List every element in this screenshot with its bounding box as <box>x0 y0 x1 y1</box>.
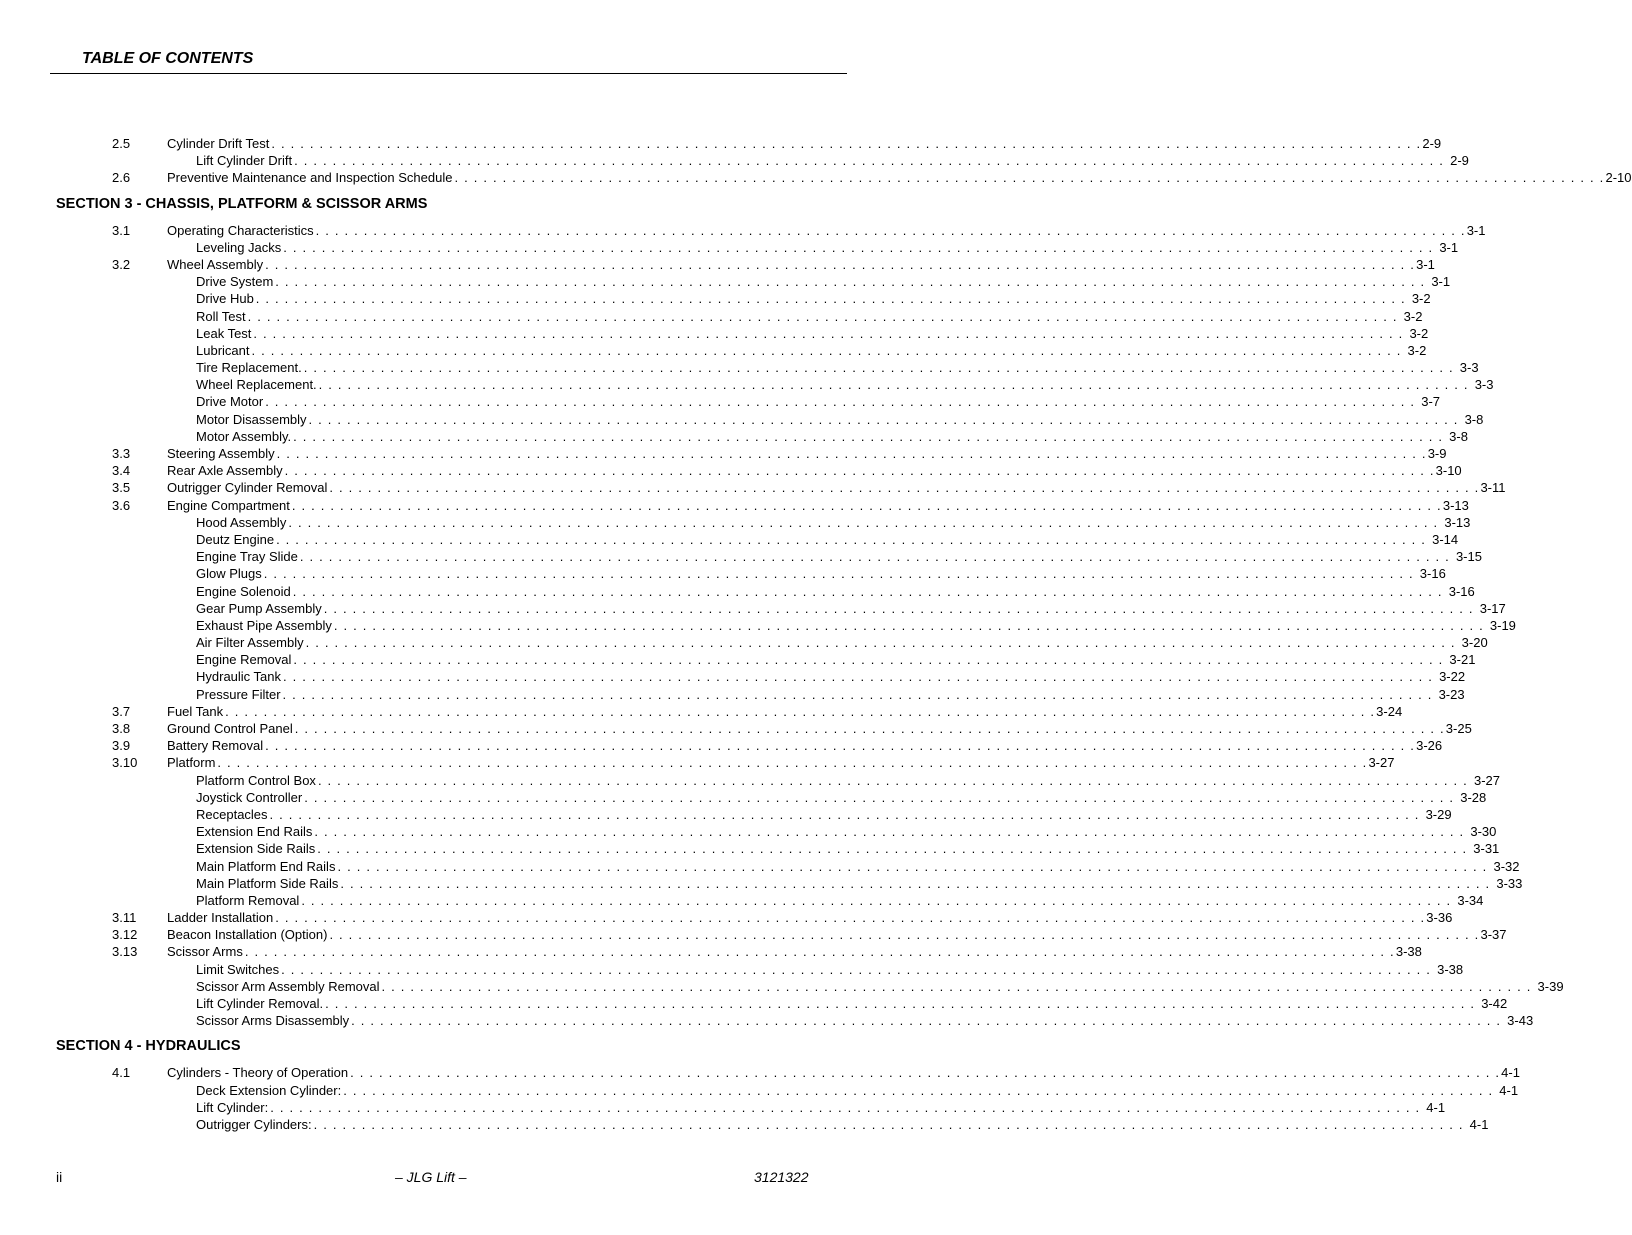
toc-subentry[interactable] <box>0 273 1451 290</box>
toc-entry-title: Joystick Controller <box>196 789 303 805</box>
toc-entry-title: Cylinders - Theory of Operation <box>167 1065 349 1081</box>
toc-entry-title: Fuel Tank <box>167 703 224 719</box>
toc-subentry[interactable] <box>0 1082 1519 1099</box>
toc-entry-page: 3-36 <box>1426 910 1453 926</box>
toc-entry-title: Deck Extension Cylinder: <box>196 1082 342 1098</box>
toc-entry-page: 3-24 <box>1376 703 1403 719</box>
dot-leader: . . . . . . . . . . . . . . . . . . . . . . . . . . . . . . . . . . . . . . . . . . . . . . . . . . . . . . . . . . . . . . . . . . . . . . . . . . . . . . . . . . . . . . . . . . . . . . . . . . . . . . . . . . . . . . . . . . . . . . . . <box>271 136 1422 151</box>
toc-entry-number: 3.10 <box>112 755 138 771</box>
toc-entry-number: 4.1 <box>112 1065 131 1081</box>
toc-entry-title: Lubricant <box>196 342 250 358</box>
toc-entry-title: Steering Assembly <box>167 446 275 461</box>
section-heading: SECTION 3 - CHASSIS, PLATFORM & SCISSOR ARMS <box>56 195 428 212</box>
toc-subentry[interactable] <box>0 600 1506 617</box>
page-header-title: TABLE OF CONTENTS <box>82 50 254 67</box>
dot-leader: . . . . . . . . . . . . . . . . . . . . . . . . . . . . . . . . . . . . . . . . . . . . . . . . . . . . . . . . . . . . . . . . . . . . . . . . . . . . . . . . . . . . . . . . . . . . . . . . . . . . . . . . . . . . . . . . . . . . . . . . <box>340 875 1491 891</box>
toc-entry-title: Outrigger Cylinders: <box>196 1116 312 1132</box>
toc-subentry[interactable] <box>0 840 1500 857</box>
toc-subentry[interactable] <box>0 239 1459 256</box>
toc-subentry[interactable] <box>0 617 1516 634</box>
document-number: 3121322 <box>754 1169 809 1185</box>
toc-subentry[interactable] <box>0 995 1508 1012</box>
section-heading: SECTION 4 - HYDRAULICS <box>56 1038 241 1055</box>
toc-entry-page: 3-2 <box>1411 291 1431 307</box>
toc-subentry[interactable] <box>0 823 1497 840</box>
toc-entry[interactable] <box>0 909 1453 926</box>
toc-entry-title: Leak Test <box>196 325 252 341</box>
toc-subentry[interactable] <box>0 411 1484 428</box>
toc-entry-number: 3.13 <box>112 944 138 960</box>
toc-subentry[interactable] <box>0 789 1487 806</box>
toc-entry-title: Outrigger Cylinder Removal <box>167 480 328 496</box>
toc-subentry[interactable] <box>0 583 1475 600</box>
dot-leader: . . . . . . . . . . . . . . . . . . . . . . . . . . . . . . . . . . . . . . . . . . . . . . . . . . . . . . . . . . . . . . . . . . . . . . . . . . . . . . . . . . . . . . . . . . . . . . . . . . . . . . . . . . . . . . . . . . . . . . . . <box>323 600 1474 616</box>
toc-entry[interactable] <box>0 462 1462 479</box>
toc-subentry[interactable] <box>0 428 1468 445</box>
toc-entry-title: Main Platform Side Rails <box>196 875 339 891</box>
toc-subentry[interactable] <box>0 308 1423 325</box>
toc-entry-title: Ladder Installation <box>167 910 274 926</box>
dot-leader: . . . . . . . . . . . . . . . . . . . . . . . . . . . . . . . . . . . . . . . . . . . . . . . . . . . . . . . . . . . . . . . . . . . . . . . . . . . . . . . . . . . . . . . . . . . . . . . . . . . . . . . . . . . . . . . . . . . . . . . . <box>265 738 1416 754</box>
toc-entry-page: 3-2 <box>1403 308 1423 324</box>
toc-entry-page: 4-1 <box>1501 1065 1520 1081</box>
toc-entry-title: Drive Motor <box>196 394 264 410</box>
toc-entry-title: Extension Side Rails <box>196 841 316 857</box>
dot-leader: . . . . . . . . . . . . . . . . . . . . . . . . . . . . . . . . . . . . . . . . . . . . . . . . . . . . . . . . . . . . . . . . . . . . . . . . . . . . . . . . . . . . . . . . . . . . . . . . . . . . . . . . . . . . . . . . . . . . . . . . <box>294 153 1445 169</box>
dot-leader: . . . . . . . . . . . . . . . . . . . . . . . . . . . . . . . . . . . . . . . . . . . . . . . . . . . . . . . . . . . . . . . . . . . . . . . . . . . . . . . . . . . . . . . . . . . . . . . . . . . . . . . . . . . . . . . . . . . . . . . . <box>265 394 1416 410</box>
dot-leader: . . . . . . . . . . . . . . . . . . . . . . . . . . . . . . . . . . . . . . . . . . . . . . . . . . . . . . . . . . . . . . . . . . . . . . . . . . . . . . . . . . . . . . . . . . . . . . . . . . . . . . . . . . . . . . . . . . . . . . . . <box>251 342 1402 358</box>
dot-leader: . . . . . . . . . . . . . . . . . . . . . . . . . . . . . . . . . . . . . . . . . . . . . . . . . . . . . . . . . . . . . . . . . . . . . . . . . . . . . . . . . . . . . . . . . . . . . . . . . . . . . . . . . . . . . . . . . . . . . . . . <box>308 411 1459 427</box>
toc-entry-page: 2-10 <box>1605 170 1632 186</box>
toc-entry-number: 3.4 <box>112 463 131 479</box>
toc-entry-title: Tire Replacement. <box>196 360 302 376</box>
toc-entry-page: 3-8 <box>1464 411 1484 427</box>
toc-subentry[interactable] <box>0 875 1523 892</box>
toc-entry-title: Engine Tray Slide <box>196 549 298 565</box>
table-of-contents <box>0 135 1632 1133</box>
dot-leader: . . . . . . . . . . . . . . . . . . . . . . . . . . . . . . . . . . . . . . . . . . . . . . . . . . . . . . . . . . . . . . . . . . . . . . . . . . . . . . . . . . . . . . . . . . . . . . . . . . . . . . . . . . . . . . . . . . . . . . . . <box>282 686 1433 702</box>
dot-leader: . . . . . . . . . . . . . . . . . . . . . . . . . . . . . . . . . . . . . . . . . . . . . . . . . . . . . . . . . . . . . . . . . . . . . . . . . . . . . . . . . . . . . . . . . . . . . . . . . . . . . . . . . . . . . . . . . . . . . . . . <box>314 824 1465 840</box>
toc-entry[interactable] <box>0 222 1486 239</box>
toc-entry-page: 2-9 <box>1422 136 1442 151</box>
toc-entry-number: 3.9 <box>112 738 131 754</box>
dot-leader: . . . . . . . . . . . . . . . . . . . . . . . . . . . . . . . . . . . . . . . . . . . . . . . . . . . . . . . . . . . . . . . . . . . . . . . . . . . . . . . . . . . . . . . . . . . . . . . . . . . . . . . . . . . . . . . . . . . . . . . . <box>329 480 1480 496</box>
dot-leader: . . . . . . . . . . . . . . . . . . . . . . . . . . . . . . . . . . . . . . . . . . . . . . . . . . . . . . . . . . . . . . . . . . . . . . . . . . . . . . . . . . . . . . . . . . . . . . . . . . . . . . . . . . . . . . . . . . . . . . . . <box>275 910 1426 926</box>
toc-entry-title: Deutz Engine <box>196 531 275 547</box>
dot-leader: . . . . . . . . . . . . . . . . . . . . . . . . . . . . . . . . . . . . . . . . . . . . . . . . . . . . . . . . . . . . . . . . . . . . . . . . . . . . . . . . . . . . . . . . . . . . . . . . . . . . . . . . . . . . . . . . . . . . . . . . <box>301 892 1452 908</box>
dot-leader: . . . . . . . . . . . . . . . . . . . . . . . . . . . . . . . . . . . . . . . . . . . . . . . . . . . . . . . . . . . . . . . . . . . . . . . . . . . . . . . . . . . . . . . . . . . . . . . . . . . . . . . . . . . . . . . . . . . . . . . . <box>284 463 1435 479</box>
dot-leader: . . . . . . . . . . . . . . . . . . . . . . . . . . . . . . . . . . . . . . . . . . . . . . . . . . . . . . . . . . . . . . . . . . . . . . . . . . . . . . . . . . . . . . . . . . . . . . . . . . . . . . . . . . . . . . . . . . . . . . . . <box>255 291 1406 307</box>
toc-entry-page: 2-9 <box>1450 153 1469 169</box>
toc-entry-page: 3-9 <box>1427 446 1447 461</box>
toc-entry[interactable] <box>0 445 1447 462</box>
toc-subentry[interactable] <box>0 548 1482 565</box>
dot-leader: . . . . . . . . . . . . . . . . . . . . . . . . . . . . . . . . . . . . . . . . . . . . . . . . . . . . . . . . . . . . . . . . . . . . . . . . . . . . . . . . . . . . . . . . . . . . . . . . . . . . . . . . . . . . . . . . . . . . . . . . <box>304 789 1455 805</box>
toc-entry-title: Lift Cylinder Drift <box>196 153 293 169</box>
toc-entry-number: 3.1 <box>112 222 131 238</box>
toc-entry-page: 3-1 <box>1431 274 1451 290</box>
toc-entry-title: Platform <box>167 755 216 771</box>
toc-entry-number: 3.3 <box>112 446 131 461</box>
toc-entry-page: 3-2 <box>1409 325 1429 341</box>
toc-subentry[interactable] <box>0 892 1484 909</box>
toc-entry-title: Limit Switches <box>196 961 280 977</box>
dot-leader: . . . . . . . . . . . . . . . . . . . . . . . . . . . . . . . . . . . . . . . . . . . . . . . . . . . . . . . . . . . . . . . . . . . . . . . . . . . . . . . . . . . . . . . . . . . . . . . . . . . . . . . . . . . . . . . . . . . . . . . . <box>337 858 1488 874</box>
toc-entry-page: 3-15 <box>1455 549 1482 565</box>
toc-entry-title: Wheel Assembly <box>167 256 264 272</box>
dot-leader: . . . . . . . . . . . . . . . . . . . . . . . . . . . . . . . . . . . . . . . . . . . . . . . . . . . . . . . . . . . . . . . . . . . . . . . . . . . . . . . . . . . . . . . . . . . . . . . . . . . . . . . . . . . . . . . . . . . . . . . . <box>329 927 1480 943</box>
toc-entry-page: 3-31 <box>1473 841 1500 857</box>
toc-entry-page: 3-10 <box>1435 463 1462 479</box>
toc-entry-number: 3.5 <box>112 480 131 496</box>
toc-entry-title: Platform Removal <box>196 892 300 908</box>
dot-leader: . . . . . . . . . . . . . . . . . . . . . . . . . . . . . . . . . . . . . . . . . . . . . . . . . . . . . . . . . . . . . . . . . . . . . . . . . . . . . . . . . . . . . . . . . . . . . . . . . . . . . . . . . . . . . . . . . . . . . . . . <box>283 239 1434 255</box>
toc-entry-title: Leveling Jacks <box>196 239 282 255</box>
dot-leader: . . . . . . . . . . . . . . . . . . . . . . . . . . . . . . . . . . . . . . . . . . . . . . . . . . . . . . . . . . . . . . . . . . . . . . . . . . . . . . . . . . . . . . . . . . . . . . . . . . . . . . . . . . . . . . . . . . . . . . . . <box>276 446 1427 461</box>
toc-entry[interactable] <box>0 497 1469 514</box>
toc-entry-page: 3-16 <box>1448 583 1475 599</box>
toc-subentry[interactable] <box>0 1116 1489 1133</box>
toc-entry-page: 3-32 <box>1493 858 1520 874</box>
toc-entry-page: 3-1 <box>1466 222 1486 238</box>
toc-subentry[interactable] <box>0 290 1431 307</box>
toc-entry-page: 3-21 <box>1449 652 1476 668</box>
toc-entry-page: 3-42 <box>1481 996 1508 1011</box>
toc-entry-page: 4-1 <box>1499 1082 1519 1098</box>
toc-entry-title: Ground Control Panel <box>167 721 293 736</box>
toc-entry-title: Motor Assembly. <box>196 428 292 444</box>
dot-leader: . . . . . . . . . . . . . . . . . . . . . . . . . . . . . . . . . . . . . . . . . . . . . . . . . . . . . . . . . . . . . . . . . . . . . . . . . . . . . . . . . . . . . . . . . . . . . . . . . . . . . . . . . . . . . . . . . . . . . . . . <box>276 531 1427 547</box>
toc-entry-page: 3-13 <box>1444 514 1471 530</box>
toc-entry-title: Hood Assembly <box>196 514 287 530</box>
toc-subentry[interactable] <box>0 686 1465 703</box>
toc-entry-page: 3-13 <box>1442 497 1469 513</box>
dot-leader: . . . . . . . . . . . . . . . . . . . . . . . . . . . . . . . . . . . . . . . . . . . . . . . . . . . . . . . . . . . . . . . . . . . . . . . . . . . . . . . . . . . . . . . . . . . . . . . . . . . . . . . . . . . . . . . . . . . . . . . . <box>263 566 1414 582</box>
toc-subentry[interactable] <box>0 531 1459 548</box>
dot-leader: . . . . . . . . . . . . . . . . . . . . . . . . . . . . . . . . . . . . . . . . . . . . . . . . . . . . . . . . . . . . . . . . . . . . . . . . . . . . . . . . . . . . . . . . . . . . . . . . . . . . . . . . . . . . . . . . . . . . . . . . <box>305 635 1456 651</box>
toc-entry[interactable] <box>0 943 1422 960</box>
toc-entry-title: Operating Characteristics <box>167 222 314 238</box>
toc-entry-title: Roll Test <box>196 308 246 324</box>
dot-leader: . . . . . . . . . . . . . . . . . . . . . . . . . . . . . . . . . . . . . . . . . . . . . . . . . . . . . . . . . . . . . . . . . . . . . . . . . . . . . . . . . . . . . . . . . . . . . . . . . . . . . . . . . . . . . . . . . . . . . . . . <box>333 617 1484 633</box>
toc-entry-title: Air Filter Assembly <box>196 635 304 651</box>
toc-subentry[interactable] <box>0 565 1446 582</box>
toc-subentry[interactable] <box>0 514 1471 531</box>
dot-leader: . . . . . . . . . . . . . . . . . . . . . . . . . . . . . . . . . . . . . . . . . . . . . . . . . . . . . . . . . . . . . . . . . . . . . . . . . . . . . . . . . . . . . . . . . . . . . . . . . . . . . . . . . . . . . . . . . . . . . . . . <box>283 669 1434 685</box>
toc-entry[interactable] <box>0 135 1442 152</box>
toc-entry[interactable] <box>0 703 1403 720</box>
dot-leader: . . . . . . . . . . . . . . . . . . . . . . . . . . . . . . . . . . . . . . . . . . . . . . . . . . . . . . . . . . . . . . . . . . . . . . . . . . . . . . . . . . . . . . . . . . . . . . . . . . . . . . . . . . . . . . . . . . . . . . . . <box>244 944 1395 960</box>
toc-entry-page: 3-25 <box>1445 721 1472 736</box>
toc-entry-title: Motor Disassembly <box>196 411 307 427</box>
dot-leader: . . . . . . . . . . . . . . . . . . . . . . . . . . . . . . . . . . . . . . . . . . . . . . . . . . . . . . . . . . . . . . . . . . . . . . . . . . . . . . . . . . . . . . . . . . . . . . . . . . . . . . . . . . . . . . . . . . . . . . . . <box>325 996 1476 1011</box>
toc-entry-page: 3-27 <box>1473 772 1500 788</box>
dot-leader: . . . . . . . . . . . . . . . . . . . . . . . . . . . . . . . . . . . . . . . . . . . . . . . . . . . . . . . . . . . . . . . . . . . . . . . . . . . . . . . . . . . . . . . . . . . . . . . . . . . . . . . . . . . . . . . . . . . . . . . . <box>265 256 1416 272</box>
dot-leader: . . . . . . . . . . . . . . . . . . . . . . . . . . . . . . . . . . . . . . . . . . . . . . . . . . . . . . . . . . . . . . . . . . . . . . . . . . . . . . . . . . . . . . . . . . . . . . . . . . . . . . . . . . . . . . . . . . . . . . . . <box>291 497 1442 513</box>
dot-leader: . . . . . . . . . . . . . . . . . . . . . . . . . . . . . . . . . . . . . . . . . . . . . . . . . . . . . . . . . . . . . . . . . . . . . . . . . . . . . . . . . . . . . . . . . . . . . . . . . . . . . . . . . . . . . . . . . . . . . . . . <box>281 961 1432 977</box>
toc-subentry[interactable] <box>0 1099 1446 1116</box>
toc-entry-page: 3-16 <box>1419 566 1446 582</box>
toc-entry-title: Pressure Filter <box>196 686 281 702</box>
toc-subentry[interactable] <box>0 325 1429 342</box>
toc-entry-page: 3-1 <box>1416 256 1435 272</box>
dot-leader: . . . . . . . . . . . . . . . . . . . . . . . . . . . . . . . . . . . . . . . . . . . . . . . . . . . . . . . . . . . . . . . . . . . . . . . . . . . . . . . . . . . . . . . . . . . . . . . . . . . . . . . . . . . . . . . . . . . . . . . . <box>288 514 1439 530</box>
toc-entry-title: Extension End Rails <box>196 824 313 840</box>
toc-entry-title: Exhaust Pipe Assembly <box>196 617 332 633</box>
dot-leader: . . . . . . . . . . . . . . . . . . . . . . . . . . . . . . . . . . . . . . . . . . . . . . . . . . . . . . . . . . . . . . . . . . . . . . . . . . . . . . . . . . . . . . . . . . . . . . . . . . . . . . . . . . . . . . . . . . . . . . . . <box>318 377 1469 393</box>
dot-leader: . . . . . . . . . . . . . . . . . . . . . . . . . . . . . . . . . . . . . . . . . . . . . . . . . . . . . . . . . . . . . . . . . . . . . . . . . . . . . . . . . . . . . . . . . . . . . . . . . . . . . . . . . . . . . . . . . . . . . . . . <box>270 1099 1421 1115</box>
toc-entry-page: 3-38 <box>1437 961 1464 977</box>
toc-subentry[interactable] <box>0 651 1476 668</box>
toc-entry-page: 3-33 <box>1496 875 1523 891</box>
dot-leader: . . . . . . . . . . . . . . . . . . . . . . . . . . . . . . . . . . . . . . . . . . . . . . . . . . . . . . . . . . . . . . . . . . . . . . . . . . . . . . . . . . . . . . . . . . . . . . . . . . . . . . . . . . . . . . . . . . . . . . . . <box>269 806 1420 822</box>
dot-leader: . . . . . . . . . . . . . . . . . . . . . . . . . . . . . . . . . . . . . . . . . . . . . . . . . . . . . . . . . . . . . . . . . . . . . . . . . . . . . . . . . . . . . . . . . . . . . . . . . . . . . . . . . . . . . . . . . . . . . . . . <box>225 703 1376 719</box>
toc-entry-title: Glow Plugs <box>196 566 262 582</box>
dot-leader: . . . . . . . . . . . . . . . . . . . . . . . . . . . . . . . . . . . . . . . . . . . . . . . . . . . . . . . . . . . . . . . . . . . . . . . . . . . . . . . . . . . . . . . . . . . . . . . . . . . . . . . . . . . . . . . . . . . . . . . . <box>253 325 1404 341</box>
toc-entry-number: 3.2 <box>112 256 131 272</box>
toc-entry-page: 3-20 <box>1461 635 1488 651</box>
toc-entry-page: 3-27 <box>1368 755 1395 771</box>
toc-subentry[interactable] <box>0 342 1427 359</box>
toc-entry[interactable] <box>0 169 1632 186</box>
dot-leader: . . . . . . . . . . . . . . . . . . . . . . . . . . . . . . . . . . . . . . . . . . . . . . . . . . . . . . . . . . . . . . . . . . . . . . . . . . . . . . . . . . . . . . . . . . . . . . . . . . . . . . . . . . . . . . . . . . . . . . . . <box>217 755 1368 771</box>
toc-subentry[interactable] <box>0 1012 1534 1029</box>
toc-entry-title: Rear Axle Assembly <box>167 463 283 479</box>
toc-subentry[interactable] <box>0 978 1564 995</box>
dot-leader: . . . . . . . . . . . . . . . . . . . . . . . . . . . . . . . . . . . . . . . . . . . . . . . . . . . . . . . . . . . . . . . . . . . . . . . . . . . . . . . . . . . . . . . . . . . . . . . . . . . . . . . . . . . . . . . . . . . . . . . . <box>351 1013 1502 1029</box>
toc-entry-title: Engine Compartment <box>167 497 290 513</box>
dot-leader: . . . . . . . . . . . . . . . . . . . . . . . . . . . . . . . . . . . . . . . . . . . . . . . . . . . . . . . . . . . . . . . . . . . . . . . . . . . . . . . . . . . . . . . . . . . . . . . . . . . . . . . . . . . . . . . . . . . . . . . . <box>381 978 1532 994</box>
toc-entry-page: 3-2 <box>1407 342 1427 358</box>
toc-entry-page: 4-1 <box>1426 1099 1446 1115</box>
toc-entry-page: 3-39 <box>1537 978 1564 994</box>
toc-entry-title: Receptacles <box>196 806 268 822</box>
toc-entry-number: 2.6 <box>112 170 131 186</box>
toc-entry-number: 3.6 <box>112 497 131 513</box>
toc-entry[interactable] <box>0 1064 1520 1081</box>
toc-entry-page: 3-17 <box>1479 600 1506 616</box>
toc-entry-page: 3-3 <box>1459 360 1479 376</box>
toc-entry-title: Engine Solenoid <box>196 583 291 599</box>
toc-entry[interactable] <box>0 720 1472 737</box>
toc-entry-title: Platform Control Box <box>196 772 316 788</box>
toc-entry[interactable] <box>0 737 1443 754</box>
dot-leader: . . . . . . . . . . . . . . . . . . . . . . . . . . . . . . . . . . . . . . . . . . . . . . . . . . . . . . . . . . . . . . . . . . . . . . . . . . . . . . . . . . . . . . . . . . . . . . . . . . . . . . . . . . . . . . . . . . . . . . . . <box>317 772 1468 788</box>
toc-entry-page: 3-37 <box>1480 927 1507 943</box>
toc-entry-number: 3.8 <box>112 721 131 736</box>
toc-entry-title: Drive Hub <box>196 291 254 307</box>
toc-entry-page: 3-28 <box>1460 789 1487 805</box>
dot-leader: . . . . . . . . . . . . . . . . . . . . . . . . . . . . . . . . . . . . . . . . . . . . . . . . . . . . . . . . . . . . . . . . . . . . . . . . . . . . . . . . . . . . . . . . . . . . . . . . . . . . . . . . . . . . . . . . . . . . . . . . <box>315 222 1466 238</box>
dot-leader: . . . . . . . . . . . . . . . . . . . . . . . . . . . . . . . . . . . . . . . . . . . . . . . . . . . . . . . . . . . . . . . . . . . . . . . . . . . . . . . . . . . . . . . . . . . . . . . . . . . . . . . . . . . . . . . . . . . . . . . . <box>247 308 1398 324</box>
toc-entry-title: Scissor Arms <box>167 944 243 960</box>
toc-entry-page: 3-1 <box>1439 239 1459 255</box>
toc-entry-title: Wheel Replacement. <box>196 377 317 393</box>
toc-entry-number: 3.7 <box>112 703 131 719</box>
toc-entry-page: 3-30 <box>1470 824 1497 840</box>
toc-entry-page: 4-1 <box>1469 1116 1489 1132</box>
dot-leader: . . . . . . . . . . . . . . . . . . . . . . . . . . . . . . . . . . . . . . . . . . . . . . . . . . . . . . . . . . . . . . . . . . . . . . . . . . . . . . . . . . . . . . . . . . . . . . . . . . . . . . . . . . . . . . . . . . . . . . . . <box>292 583 1443 599</box>
toc-entry[interactable] <box>0 479 1506 496</box>
toc-entry-page: 3-29 <box>1425 806 1452 822</box>
toc-entry-number: 3.12 <box>112 927 138 943</box>
toc-subentry[interactable] <box>0 376 1494 393</box>
toc-entry-title: Beacon Installation (Option) <box>167 927 328 943</box>
toc-entry-page: 3-3 <box>1474 377 1494 393</box>
toc-entry-title: Main Platform End Rails <box>196 858 336 874</box>
toc-subentry[interactable] <box>0 858 1520 875</box>
toc-entry-page: 3-22 <box>1439 669 1466 685</box>
toc-entry-number: 3.11 <box>112 910 137 926</box>
dot-leader: . . . . . . . . . . . . . . . . . . . . . . . . . . . . . . . . . . . . . . . . . . . . . . . . . . . . . . . . . . . . . . . . . . . . . . . . . . . . . . . . . . . . . . . . . . . . . . . . . . . . . . . . . . . . . . . . . . . . . . . . <box>350 1065 1501 1081</box>
toc-entry-page: 3-23 <box>1438 686 1465 702</box>
toc-subentry[interactable] <box>0 393 1441 410</box>
toc-entry-title: Gear Pump Assembly <box>196 600 322 616</box>
dot-leader: . . . . . . . . . . . . . . . . . . . . . . . . . . . . . . . . . . . . . . . . . . . . . . . . . . . . . . . . . . . . . . . . . . . . . . . . . . . . . . . . . . . . . . . . . . . . . . . . . . . . . . . . . . . . . . . . . . . . . . . . <box>294 721 1445 736</box>
toc-entry-title: Lift Cylinder: <box>196 1099 269 1115</box>
toc-subentry[interactable] <box>0 806 1452 823</box>
toc-entry-title: Hydraulic Tank <box>196 669 282 685</box>
toc-entry-title: Drive System <box>196 274 274 290</box>
page-number: ii <box>56 1169 63 1185</box>
toc-entry-page: 3-8 <box>1449 428 1468 444</box>
toc-entry-number: 2.5 <box>112 136 131 151</box>
toc-subentry[interactable] <box>0 961 1464 978</box>
toc-entry-title: Engine Removal <box>196 652 292 668</box>
toc-entry-page: 3-26 <box>1416 738 1443 754</box>
dot-leader: . . . . . . . . . . . . . . . . . . . . . . . . . . . . . . . . . . . . . . . . . . . . . . . . . . . . . . . . . . . . . . . . . . . . . . . . . . . . . . . . . . . . . . . . . . . . . . . . . . . . . . . . . . . . . . . . . . . . . . . . <box>313 1116 1464 1132</box>
toc-entry-title: Cylinder Drift Test <box>167 136 270 151</box>
toc-entry-page: 3-14 <box>1432 531 1459 547</box>
toc-subentry[interactable] <box>0 634 1488 651</box>
dot-leader: . . . . . . . . . . . . . . . . . . . . . . . . . . . . . . . . . . . . . . . . . . . . . . . . . . . . . . . . . . . . . . . . . . . . . . . . . . . . . . . . . . . . . . . . . . . . . . . . . . . . . . . . . . . . . . . . . . . . . . . . <box>293 652 1444 668</box>
toc-entry[interactable] <box>0 926 1507 943</box>
toc-entry-page: 3-19 <box>1489 617 1516 633</box>
toc-entry-page: 3-11 <box>1480 480 1506 496</box>
toc-subentry[interactable] <box>0 359 1479 376</box>
footer-brand: – JLG Lift – <box>395 1169 467 1185</box>
toc-subentry[interactable] <box>0 772 1500 789</box>
dot-leader: . . . . . . . . . . . . . . . . . . . . . . . . . . . . . . . . . . . . . . . . . . . . . . . . . . . . . . . . . . . . . . . . . . . . . . . . . . . . . . . . . . . . . . . . . . . . . . . . . . . . . . . . . . . . . . . . . . . . . . . . <box>299 549 1450 565</box>
toc-entry-title: Lift Cylinder Removal. <box>196 996 324 1011</box>
toc-entry-page: 3-43 <box>1507 1013 1534 1029</box>
header-divider <box>50 73 847 74</box>
dot-leader: . . . . . . . . . . . . . . . . . . . . . . . . . . . . . . . . . . . . . . . . . . . . . . . . . . . . . . . . . . . . . . . . . . . . . . . . . . . . . . . . . . . . . . . . . . . . . . . . . . . . . . . . . . . . . . . . . . . . . . . . <box>275 274 1426 290</box>
toc-entry-page: 3-34 <box>1457 892 1484 908</box>
toc-subentry[interactable] <box>0 152 1469 169</box>
toc-subentry[interactable] <box>0 668 1466 685</box>
toc-entry[interactable] <box>0 256 1435 273</box>
toc-entry-title: Battery Removal <box>167 738 264 754</box>
dot-leader: . . . . . . . . . . . . . . . . . . . . . . . . . . . . . . . . . . . . . . . . . . . . . . . . . . . . . . . . . . . . . . . . . . . . . . . . . . . . . . . . . . . . . . . . . . . . . . . . . . . . . . . . . . . . . . . . . . . . . . . . <box>303 360 1454 376</box>
toc-entry-title: Preventive Maintenance and Inspection Schedule <box>167 170 453 186</box>
toc-entry[interactable] <box>0 754 1395 771</box>
dot-leader: . . . . . . . . . . . . . . . . . . . . . . . . . . . . . . . . . . . . . . . . . . . . . . . . . . . . . . . . . . . . . . . . . . . . . . . . . . . . . . . . . . . . . . . . . . . . . . . . . . . . . . . . . . . . . . . . . . . . . . . . <box>454 170 1605 186</box>
toc-entry-title: Scissor Arms Disassembly <box>196 1013 350 1029</box>
toc-entry-page: 3-7 <box>1421 394 1441 410</box>
dot-leader: . . . . . . . . . . . . . . . . . . . . . . . . . . . . . . . . . . . . . . . . . . . . . . . . . . . . . . . . . . . . . . . . . . . . . . . . . . . . . . . . . . . . . . . . . . . . . . . . . . . . . . . . . . . . . . . . . . . . . . . . <box>293 428 1444 444</box>
toc-entry-title: Scissor Arm Assembly Removal <box>196 978 380 994</box>
dot-leader: . . . . . . . . . . . . . . . . . . . . . . . . . . . . . . . . . . . . . . . . . . . . . . . . . . . . . . . . . . . . . . . . . . . . . . . . . . . . . . . . . . . . . . . . . . . . . . . . . . . . . . . . . . . . . . . . . . . . . . . . <box>343 1082 1494 1098</box>
dot-leader: . . . . . . . . . . . . . . . . . . . . . . . . . . . . . . . . . . . . . . . . . . . . . . . . . . . . . . . . . . . . . . . . . . . . . . . . . . . . . . . . . . . . . . . . . . . . . . . . . . . . . . . . . . . . . . . . . . . . . . . . <box>317 841 1468 857</box>
toc-entry-page: 3-38 <box>1395 944 1422 960</box>
